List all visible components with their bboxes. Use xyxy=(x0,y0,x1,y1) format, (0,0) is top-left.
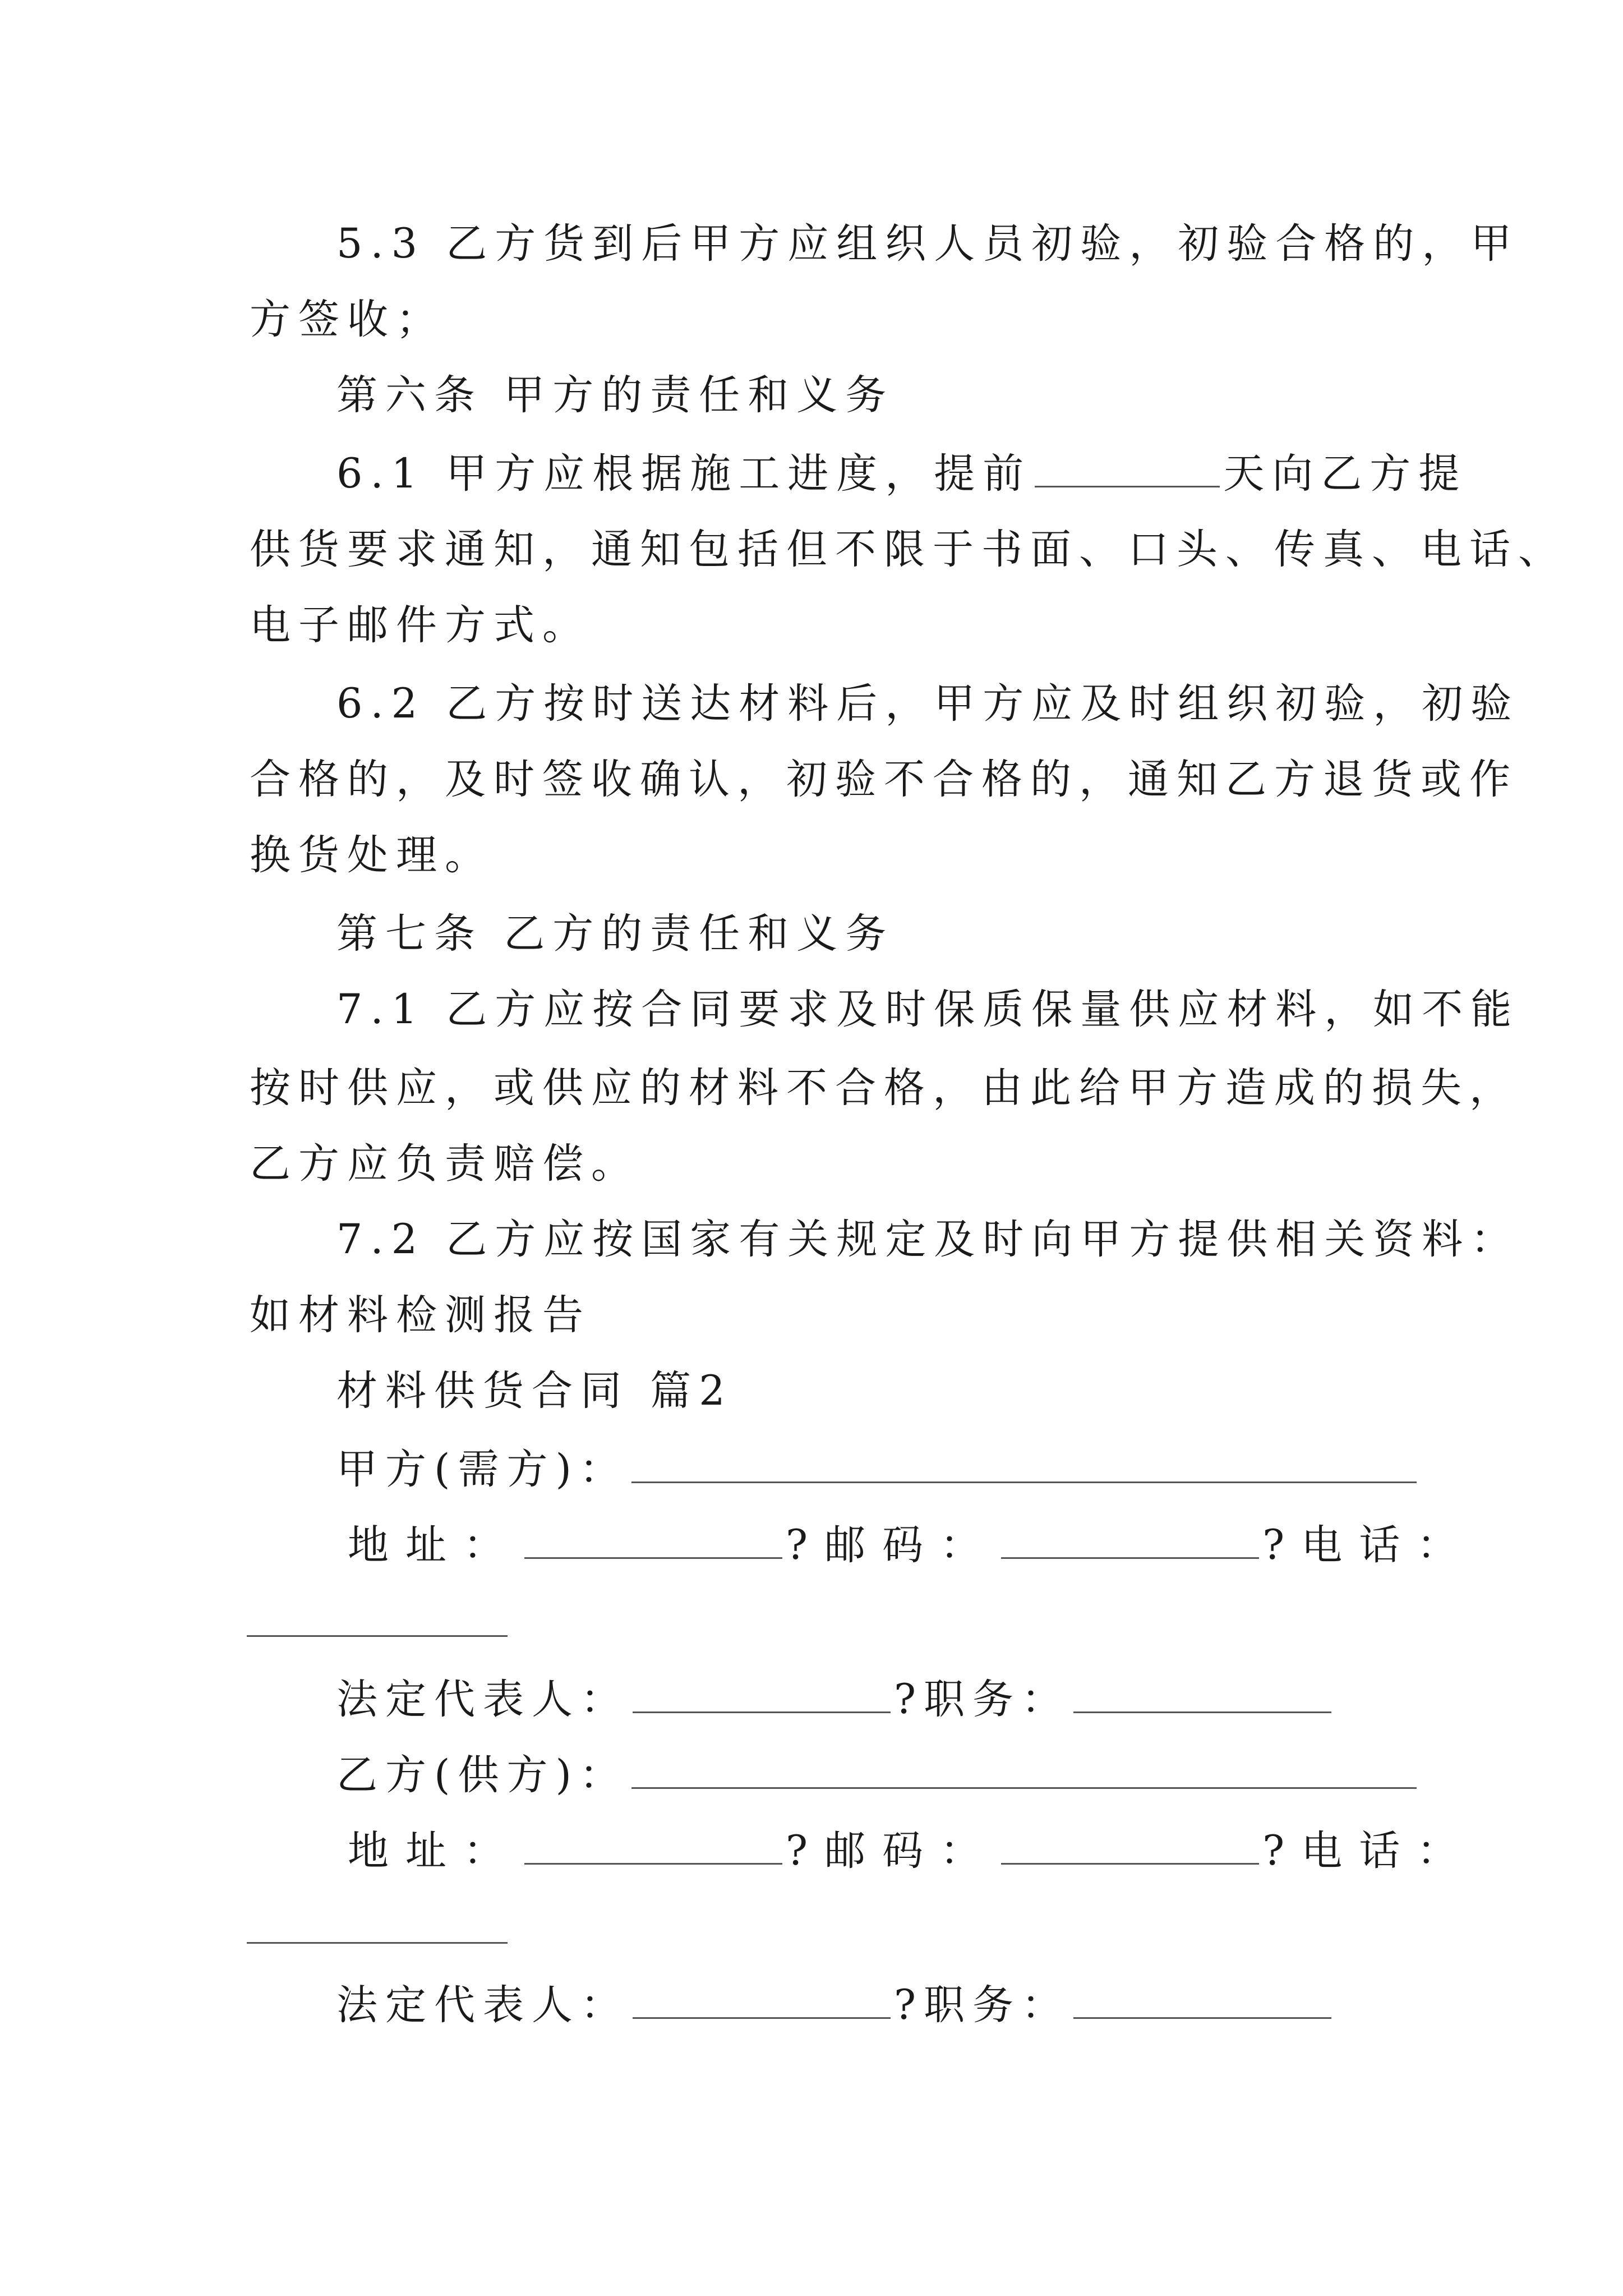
party-b-phone-label: ?电话： xyxy=(1262,1827,1475,1875)
clause-text: 6.2 乙方按时送达材料后，甲方应及时组织初验，初验 xyxy=(336,680,1520,728)
clause-text: 电子邮件方式。 xyxy=(250,601,591,649)
clause-text: 乙方应负责赔偿。 xyxy=(250,1140,640,1188)
article-6-title xyxy=(336,367,894,424)
party-b-name-blank[interactable] xyxy=(631,1752,1417,1789)
section-heading: 材料供货合同 篇2 xyxy=(336,1367,733,1415)
party-a-phone-label: ?电话： xyxy=(1262,1521,1475,1569)
clause-6-1-line-3 xyxy=(250,597,591,654)
party-b-phone-blank[interactable] xyxy=(247,1942,508,1944)
clause-text: 6.1 甲方应根据施工进度，提前 xyxy=(336,450,1032,498)
clause-7-2-line-1 xyxy=(336,1212,1519,1268)
party-b-postcode-blank[interactable] xyxy=(1001,1828,1259,1865)
section-title xyxy=(336,1363,733,1419)
party-a-rep-row xyxy=(336,1672,1335,1728)
clause-6-2-line-1 xyxy=(336,676,1519,732)
article-heading: 第六条 甲方的责任和义务 xyxy=(336,371,895,419)
clause-5-3-line-1 xyxy=(336,216,1519,272)
party-a-address-label: 地址： xyxy=(348,1521,521,1569)
party-a-phone-blank[interactable] xyxy=(247,1635,508,1637)
clause-6-2-line-3 xyxy=(250,827,494,884)
clause-text: 5.3 乙方货到后甲方应组织人员初验，初验合格的，甲 xyxy=(336,220,1520,268)
party-b-label: 乙方(供方)： xyxy=(336,1751,628,1799)
clause-7-2-line-2 xyxy=(250,1287,591,1343)
clause-5-3-line-2 xyxy=(250,292,445,348)
party-a-name-blank[interactable] xyxy=(631,1447,1417,1483)
party-b-address-blank[interactable] xyxy=(524,1828,782,1865)
party-b-position-blank[interactable] xyxy=(1073,1982,1331,2019)
clause-text: 合格的，及时签收确认，初验不合格的，通知乙方退货或作 xyxy=(250,756,1518,803)
party-b-rep-label: 法定代表人： xyxy=(336,1981,629,2029)
party-a-rep-label: 法定代表人： xyxy=(336,1676,629,1723)
party-b-rep-blank[interactable] xyxy=(633,1982,891,2019)
clause-text: 供货要求通知，通知包括但不限于书面、口头、传真、电话、 xyxy=(250,526,1567,573)
party-a-address-blank[interactable] xyxy=(524,1522,782,1559)
party-a-postcode-label: ?邮码： xyxy=(786,1521,998,1569)
clause-text: 方签收； xyxy=(250,296,445,343)
clause-7-1-line-2 xyxy=(250,1060,1518,1116)
clause-text: 7.2 乙方应按国家有关规定及时向甲方提供相关资料： xyxy=(336,1216,1520,1263)
party-a-contact-row xyxy=(348,1517,1474,1573)
clause-text: 7.1 乙方应按合同要求及时保质保量供应材料，如不能 xyxy=(336,986,1520,1033)
party-b-contact-row xyxy=(348,1823,1474,1879)
party-a-postcode-blank[interactable] xyxy=(1001,1522,1259,1559)
party-a-rep-blank[interactable] xyxy=(633,1677,891,1713)
party-a-label: 甲方(需方)： xyxy=(336,1446,628,1493)
party-a-position-label: ?职务： xyxy=(894,1676,1071,1723)
clause-6-2-line-2 xyxy=(250,752,1518,808)
party-b-position-label: ?职务： xyxy=(894,1981,1071,2029)
party-b-rep-row xyxy=(336,1977,1335,2033)
clause-text: 按时供应，或供应的材料不合格，由此给甲方造成的损失， xyxy=(250,1064,1518,1112)
clause-text: 天向乙方提 xyxy=(1223,450,1468,498)
clause-6-1-line-2 xyxy=(250,522,1567,578)
party-b-row xyxy=(336,1747,1420,1803)
fill-blank-days[interactable] xyxy=(1035,451,1220,487)
clause-7-1-line-1 xyxy=(336,982,1519,1038)
clause-6-1-line-1 xyxy=(336,446,1467,502)
party-a-row xyxy=(336,1442,1420,1498)
article-heading: 第七条 乙方的责任和义务 xyxy=(336,910,895,958)
party-b-postcode-label: ?邮码： xyxy=(786,1827,998,1875)
clause-text: 如材料检测报告 xyxy=(250,1291,591,1339)
clause-7-1-line-3 xyxy=(250,1136,640,1192)
party-b-address-label: 地址： xyxy=(348,1827,521,1875)
article-7-title xyxy=(336,906,894,962)
party-a-position-blank[interactable] xyxy=(1073,1677,1331,1713)
clause-text: 换货处理。 xyxy=(250,831,494,879)
